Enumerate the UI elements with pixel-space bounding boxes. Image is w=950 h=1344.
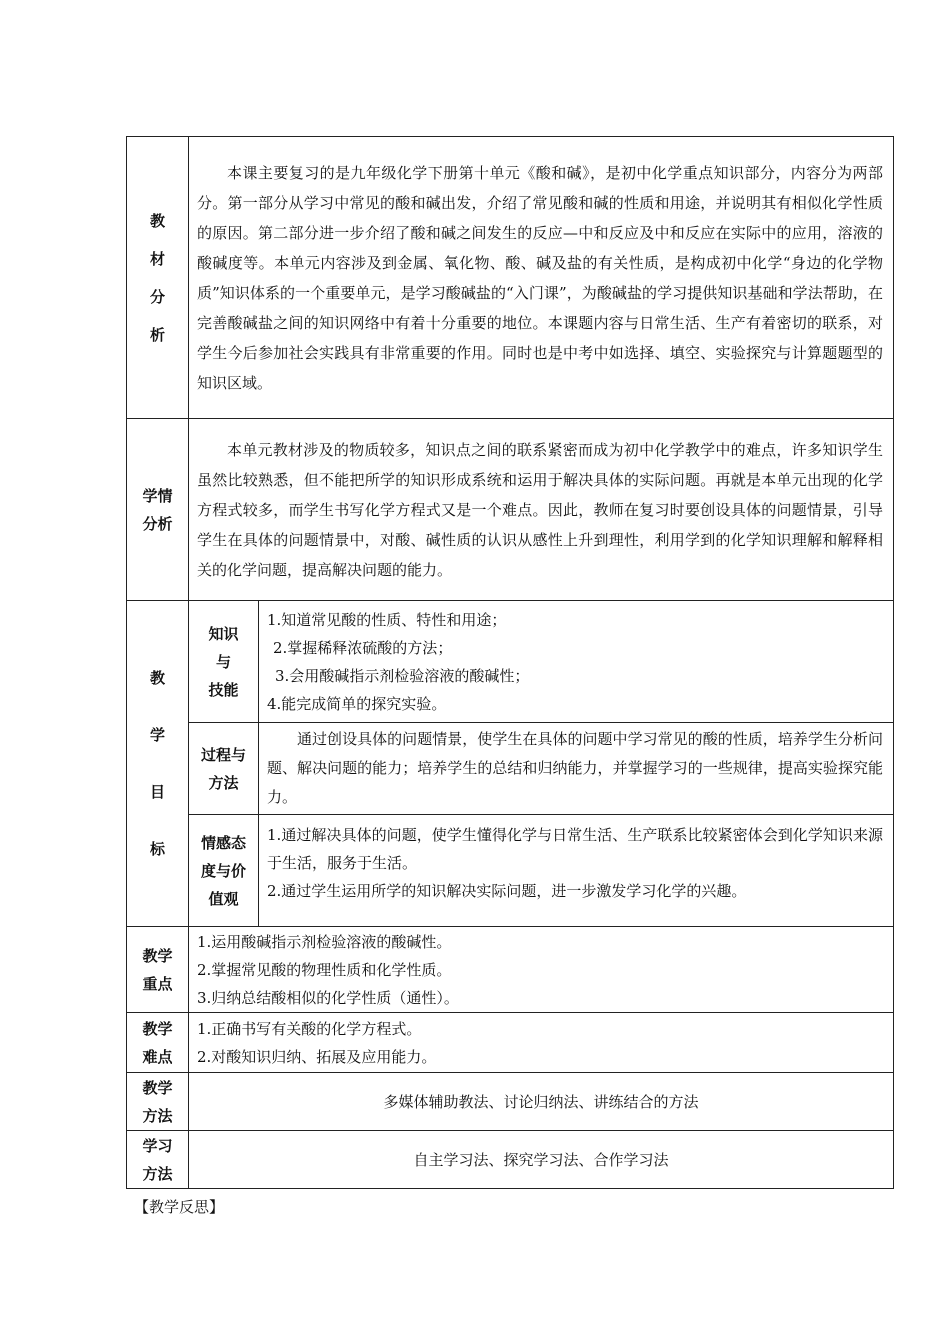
learning-methods-label-line2: 方法 — [142, 1164, 173, 1183]
teaching-methods-text: 多媒体辅助教法、讨论归纳法、讲练结合的方法 — [383, 1092, 699, 1111]
knowledge-skills-item: 1.知道常见酸的性质、特性和用途； — [267, 610, 507, 629]
key-points-label-line2: 重点 — [142, 974, 173, 993]
teaching-reflection-heading: 【教学反思】 — [134, 1198, 225, 1216]
difficulties-content-cell — [189, 1013, 894, 1073]
teaching-methods-label-line2: 方法 — [142, 1106, 173, 1125]
teaching-goals-label: 教学目标 — [150, 668, 166, 858]
row-emotion-values — [127, 815, 894, 927]
row-learning-methods — [127, 1131, 894, 1189]
emotion-values-label-line1: 情感态 — [200, 833, 246, 852]
student-analysis-label-line2: 分析 — [142, 514, 173, 533]
knowledge-skills-content-cell — [259, 601, 894, 723]
teaching-methods-label-cell — [127, 1073, 189, 1131]
difficulties-item: 1.正确书写有关酸的化学方程式。 — [197, 1019, 422, 1038]
row-difficulties — [127, 1013, 894, 1073]
difficulties-label-line1: 教学 — [142, 1019, 173, 1038]
textbook-analysis-text: 本课主要复习的是九年级化学下册第十单元《酸和碱》，是初中化学重点知识部分，内容分为两部分。第一部分从学习中常见的酸和碱出发，介绍了常见酸和碱的性质和用途，并说明其有相似化学性质的原因。第二部分进一步介绍了酸和碱之间发生的反应—中和反应及中和反应在实际中的应用，溶液的酸碱度等。本单元内容涉及到金属、氧化物、酸、碱及盐的有关性质，是构成初中化学“身边的化学物质”知识体系的一个重要单元，是学习酸碱盐的“入门课”，为酸碱盐的学习提供知识基础和学法帮助，在完善酸碱盐之间的知识网络中有着十分重要的地位。本课题内容与日常生活、生产有着密切的联系，对学生今后参加社会实践具有非常重要的作用。同时也是中考中如选择、填空、实验探究与计算题题型的知识区域。 — [197, 163, 883, 392]
textbook-analysis-label-cell — [127, 137, 189, 419]
key-points-label-line1: 教学 — [142, 946, 173, 965]
row-knowledge-skills — [127, 601, 894, 723]
emotion-values-label-line3: 值观 — [208, 889, 239, 908]
knowledge-skills-item: 4.能完成简单的探究实验。 — [267, 694, 447, 713]
emotion-values-item: 2.通过学生运用所学的知识解决实际问题，进一步激发学习化学的兴趣。 — [267, 882, 747, 900]
process-methods-content-cell — [259, 723, 894, 815]
difficulties-item: 2.对酸知识归纳、拓展及应用能力。 — [197, 1047, 437, 1066]
row-student-analysis — [127, 419, 894, 601]
knowledge-skills-item: 3.会用酸碱指示剂检验溶液的酸碱性； — [275, 666, 530, 685]
teaching-goals-label-cell — [127, 601, 189, 927]
row-process-methods — [127, 723, 894, 815]
student-analysis-label-cell — [127, 419, 189, 601]
knowledge-skills-label-line2: 与 — [215, 652, 231, 671]
learning-methods-text: 自主学习法、探究学习法、合作学习法 — [413, 1150, 669, 1169]
key-points-item: 2.掌握常见酸的物理性质和化学性质。 — [197, 960, 452, 979]
emotion-values-content-cell — [259, 815, 894, 927]
knowledge-skills-label-line3: 技能 — [208, 680, 239, 699]
teaching-methods-content-cell — [189, 1073, 894, 1131]
learning-methods-label-cell — [127, 1131, 189, 1189]
key-points-item: 3.归纳总结酸相似的化学性质（通性）。 — [197, 988, 459, 1007]
student-analysis-label-line1: 学情 — [142, 486, 173, 505]
emotion-values-label-cell — [189, 815, 259, 927]
lesson-plan-table — [126, 136, 894, 1189]
process-methods-label-line2: 方法 — [208, 773, 239, 792]
student-analysis-content-cell — [189, 419, 894, 601]
process-methods-label-line1: 过程与 — [200, 745, 246, 764]
row-textbook-analysis — [127, 137, 894, 419]
difficulties-label-line2: 难点 — [142, 1047, 173, 1066]
knowledge-skills-label-line1: 知识 — [208, 624, 239, 643]
teaching-methods-label-line1: 教学 — [142, 1078, 173, 1097]
knowledge-skills-item: 2.掌握稀释浓硫酸的方法； — [273, 638, 453, 657]
student-analysis-text: 本单元教材涉及的物质较多，知识点之间的联系紧密而成为初中化学教学中的难点，许多知识学生虽然比较熟悉，但不能把所学的知识形成系统和运用于解决具体的实际问题。再就是本单元出现的化学方程式较多，而学生书写化学方程式又是一个难点。因此，教师在复习时要创设具体的问题情景，引导学生在具体的问题情景中，对酸、碱性质的认识从感性上升到理性，利用学到的化学知识理解和解释相关的化学问题，提高解决问题的能力。 — [197, 440, 883, 579]
difficulties-label-cell — [127, 1013, 189, 1073]
emotion-values-label-line2: 度与价 — [200, 861, 246, 880]
learning-methods-label-line1: 学习 — [142, 1136, 173, 1155]
textbook-analysis-content-cell — [189, 137, 894, 419]
learning-methods-content-cell — [189, 1131, 894, 1189]
row-key-points — [127, 927, 894, 1013]
process-methods-label-cell — [189, 723, 259, 815]
emotion-values-item: 1.通过解决具体的问题，使学生懂得化学与日常生活、生产联系比较紧密体会到化学知识来源于生活，服务于生活。 — [267, 826, 883, 872]
knowledge-skills-label-cell — [189, 601, 259, 723]
key-points-label-cell — [127, 927, 189, 1013]
textbook-analysis-label: 教材分析 — [150, 211, 166, 344]
key-points-content-cell — [189, 927, 894, 1013]
row-teaching-methods — [127, 1073, 894, 1131]
process-methods-text: 通过创设具体的问题情景，使学生在具体的问题中学习常见的酸的性质，培养学生分析问题、解决问题的能力；培养学生的总结和归纳能力，并掌握学习的一些规律，提高实验探究能力。 — [267, 730, 883, 806]
key-points-item: 1.运用酸碱指示剂检验溶液的酸碱性。 — [197, 932, 452, 951]
